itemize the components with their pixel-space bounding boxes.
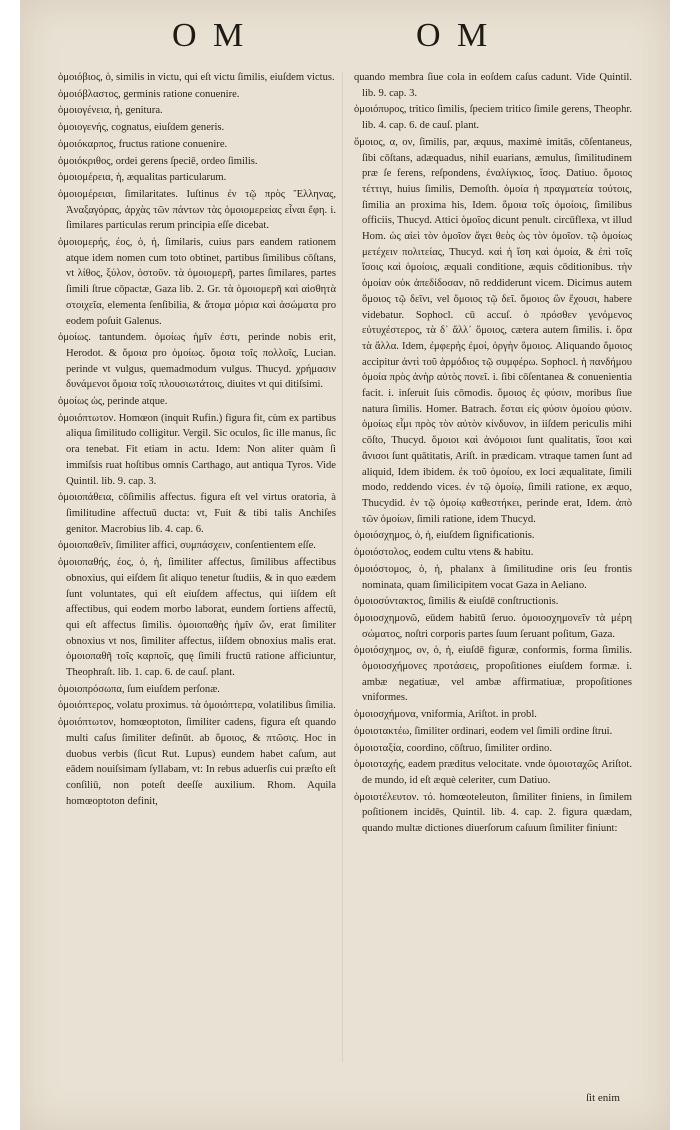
- dictionary-entry: ὁμοιοσχήμονα, vniformia, Ariſtot. in probl.: [354, 709, 537, 721]
- dictionary-entry: ὁμοιομερής, έος, ὁ, ἡ, ſimilaris, cuius pars eandem rationem atque idem nomen cum toto obtinet, partibus ſimilibus cōſtans, vt λίθος, ξύλον, ὀστοῦν. τὰ ὁμοιομερῆ, partes ſimilares, partes ſimili ſtrue cōpactæ, Gaza lib. 2. Gr. τὰ ὁμοιομερῆ καὶ αἰσθητὰ στοιχεῖα, elementa ſenſibilia, & ἄτομα μόρια καὶ ἀσώματα pro eodem poſuit Galenus.: [58, 237, 336, 327]
- running-head-right: O M: [416, 17, 492, 54]
- dictionary-entry: ὁμοιοτέλευτον. τό. homœoteleuton, ſimiliter finiens, in ſimilem poſitionem incidēs, Quintil. lib. 4. cap. 2. figura quædam, quando multæ dictiones diuerſorum caſuum ſimiliter finiunt:: [354, 791, 632, 835]
- dictionary-entry: ὁμοιοπάθεια, cōſimilis affectus. figura eſt vel virtus oratoria, à ſimilitudine affectuū ducta: vt, Fuit & tibi talis Anchiſes genitor. Macrobius lib. 4. cap. 6.: [58, 492, 336, 535]
- dictionary-entry: ὁμοιομέρειαι, ſimilaritates. Iuſtinus ἐν τῷ πρὸς Ἕλληνας, Ἀναξαγόρας, ἀρχὰς τῶν πάντων τὰς ὁμοιομερείας εἶναι ἔφη. i. ſimilares particulas rerum principia eſſe dicebat.: [58, 188, 336, 232]
- dictionary-entry: ὁμοιόσχημος, ὁ, ἡ, eiuſdem ſignificationis.: [354, 530, 535, 542]
- dictionary-entry: ὁμοίως ὡς, perinde atque.: [58, 396, 168, 408]
- catchword: ſit enim: [586, 1092, 620, 1104]
- dictionary-entry: ὁμοιοσύντακτος, ſimilis & eiuſdē conſtructionis.: [354, 596, 559, 608]
- dictionary-entry: ὁμοιόβιος, ὁ, similis in victu, qui eſt victu ſimilis, eiuſdem victus.: [58, 72, 335, 83]
- dictionary-entry: ὁμοιόπτωτον, homœoptoton, ſimiliter cadens, figura eſt quando multi caſus ſimiliter deſinūt. ab ὅμοιος, & πτῶσις. Hoc in duobus verbis (ſicut Rut. Lupus) eundem habet caſum, aut eādem nouiſsimam ſyllabam, vt: In rebus aduerſis cui præſto eſt conſiliū, non poteſt deeſſe auxilium. Rhom. Aquila homœoptoton definit,: [58, 717, 336, 807]
- dictionary-entry: ὁμοιόβλαστος, germinis ratione conuenire.: [58, 88, 240, 100]
- right-column: [354, 70, 632, 838]
- dictionary-entry: ὁμοιόστομος, ὁ, ἡ, phalanx à ſimilitudine oris ſeu frontis nominata, quam ſimilicipitem vocat Gaza in Aeliano.: [354, 563, 632, 591]
- dictionary-entry: ὁμοιόπτωτον. Homœon (inquit Rufin.) figura fit, cùm ex partibus aliqua ſimilitudo colligitur. Vergil. Sic oculos, ſic ille manus, ſic ora tenebat. Fit etiam in actu. Idem: Non aliter quàm ſi immiſsis ruat hoſtibus omnis Carthago, aut antiqua Tyros. Vide Quintil. lib. 9. cap. 3.: [58, 412, 336, 487]
- dictionary-entry: ὁμοιόκαρπος, fructus ratione conuenire.: [58, 138, 228, 150]
- dictionary-entry: ὁμοιόπυρος, tritico ſimilis, ſpeciem tritico ſimile gerens, Theophr. lib. 4. cap. 6. de cauſ. plant.: [354, 104, 632, 132]
- dictionary-entry: ὁμοιόπτερος, volatu proximus. τὰ ὁμοιόπτερα, volatilibus ſimilia.: [58, 700, 336, 712]
- dictionary-entry: ὁμοιοπαθής, έος, ὁ, ἡ, ſimiliter affectus, ſimilibus affectibus obnoxius, qui eiſdem ſit aliquo tenetur ſtudiis, & in quo eædem ſunt voluntates, qui eſt eiuſdem affectus, qui iiſdem eſt affectibus, qui eodem morbo laborat, eundem ſortiens affectū, qui eſt affectus ſimilis. ὁμοιοπαθὴς ἡμῖν ὤν, erat ſimiliter obnoxius vt nos, ſimiliter affectus, iiſdem obnoxius malis erat. ὁμοιοπαθῆ τοῖς καρποῖς, quę ſimili fructū ratione afficiuntur, Theophraſt. lib. 1. cap. 6. de cauſ. plant.: [58, 557, 336, 679]
- dictionary-entry: ὁμοιοτακτέω, ſimiliter ordinari, eodem vel ſimili ordine ſtrui.: [354, 725, 613, 737]
- dictionary-entry: quando membra ſiue cola in eoſdem caſus cadunt. Vide Quintil. lib. 9. cap. 3.: [354, 72, 632, 99]
- dictionary-entry: ὅμοιος, α, ον, ſimilis, par, æquus, maximè imitās, cōſentaneus, ſibi cōſtans, adæquadus, nihil euarians, æmulus, ſimilitudinem præ ſe ferens, reſpondens, ἐναλίγκιος, ἴσος. Datiuo. ὅμοιος τέττιγι, huius ſimilis, Demoſth. ὁμοία ἡ πραγματεία τούτοις, ſimilia an proxima his, Idem. ὅμοια τοῖς ὁμοίοις, ſimilibus officiis, Thucyd. Attici ὁμοῖος dicunt penult. circūflexa, vt illud Hom. ὡς αἰεὶ τὸν ὁμοῖον ἄγει θεὸς ὡς τὸν ὁμοῖον. τῷ ὁμοίως μετέχειν πολιτείας, Thucyd. καὶ ἡ ἴση καὶ ὁμοία, & ἐπὶ τοῖς ἴσοις καὶ ὁμοίοις, æquali conditione, æquis cōditionibus. τὴν ὁμοίαν οὐκ ἀπεδίδοσαν, nō reddiderunt vicem. Dicimus autem ὅμοιος τῷ δεῖνι, vel ὅμοιος τῷ δεῖ. ὅμοιος ὢν ἔχουσι, habere videbatur. Sophocl. cū accuſ. ὁ πρόσθεν γενόμενος εὐτυχέστερος, τὰ δ᾽ ἄλλ᾽ ὅμοιος, cætera autem ſimilis. i. ὅρα τὰ ἄλλα. Idem, ἐμφερὴς ἐμοί, ὀργὴν ὅμοιος. Aliquando ὅμοιος accipitur ἀντὶ τοῦ ἁρμόδιος τῷ συμφέρω. Sophocl. ἡ πανδήμου ὁμοία πρὸς ἀνὴρ αὐτὸς πονεῖ. i. ſibi cōſentanea & conuenientia facit. i. inſeruit ſuis cōmodis. ὅμοιος ἐς φύσιν, moribus ſiue natura ſimilis. Homer. Batrach. ἔσται εἰς φύσιν ὁμοίου φύσιν. ὁμοίως εἶμι πρὸς τὸν αὐτὸν κίνδυνον, in iiſdem periculis mihi cōſto, Thucyd. ὅμοιοι καὶ ἀνόμοιοι ſunt qualitatis, ἴσοι καὶ ἄνισοι ſunt quātitatis, Ariſt. in prædicam. vtraque tamen ſunt ad aliquid, Idem ibidem. ἐκ τοῦ ὁμοίου, ex loci æqualitate, ſimili modo, reddendo vices. ἐν τῷ ὁμοίῳ, ſimili ratione, ex æquo, Thucydid. ἐν τῷ ὁμοίῳ καθεστήκει, perinde erat, Idem. ἀπὸ τῶν ὁμοίων, ſimili ratione, idem Thucyd.: [354, 136, 632, 525]
- column-divider: [342, 72, 343, 1062]
- page-header: [20, 14, 670, 58]
- dictionary-entry: ὁμοιόσχημος, ον, ὁ, ἡ, eiuſdē figuræ, conformis, forma ſimilis. ὁμοιοσχήμονες προτάσεις, propoſitiones eiuſdem formæ. i. ambæ negatiuæ, vel ambæ affirmatiuæ, propoſitiones vniformes.: [354, 645, 632, 704]
- dictionary-entry: ὁμοιομέρεια, ἡ, æqualitas particularum.: [58, 172, 227, 184]
- dictionary-entry: ὁμοιοπαθεῖν, ſimiliter affici, συμπάσχειν, conſentientem eſſe.: [58, 540, 316, 552]
- dictionary-entry: ὁμοιογενής, cognatus, eiuſdem generis.: [58, 122, 225, 134]
- dictionary-entry: ὁμοιόκριθος, ordei gerens ſpeciē, ordeo ſimilis.: [58, 155, 258, 167]
- dictionary-entry: ὁμοίως. tantundem. ὁμοίως ἡμῖν ἐστι, perinde nobis erit, Herodot. & ὅμοια pro ὁμοίως. ὅμοια τοῖς πολλοῖς, Lucian. perinde vt vulgus, quemadmodum vulgus. Thucyd. χρήμασιν δυνάμενοι ὅμοια τοῖς πλουσιωτάτοις, diuites vt qui ditiſsimi.: [58, 332, 336, 391]
- dictionary-entry: ὁμοιοταχής, eadem præditus velocitate. vnde ὁμοιοταχῶς Ariſtot. de mundo, id eſt æquè celeriter, cum Datiuo.: [354, 759, 632, 786]
- dictionary-entry: ὁμοιόστολος, eodem cultu vtens & habitu.: [354, 547, 534, 559]
- dictionary-page: [20, 0, 670, 1130]
- running-head-left: O M: [172, 17, 248, 54]
- dictionary-entry: ὁμοιοταξία, coordino, cōſtruo, ſimiliter ordino.: [354, 742, 552, 754]
- dictionary-entry: ὁμοιοσχημονῶ, eūdem habitū ſeruo. ὁμοιοσχημονεῖν τὰ μέρη σώματος, noſtri corporis partes ſuum ſeruant poſitum, Gaza.: [354, 612, 632, 640]
- left-column: [58, 70, 336, 810]
- dictionary-entry: ὁμοιοπρόσωπα, ſum eiuſdem perſonæ.: [58, 683, 220, 695]
- dictionary-entry: ὁμοιογένεια, ἡ, genitura.: [58, 105, 163, 117]
